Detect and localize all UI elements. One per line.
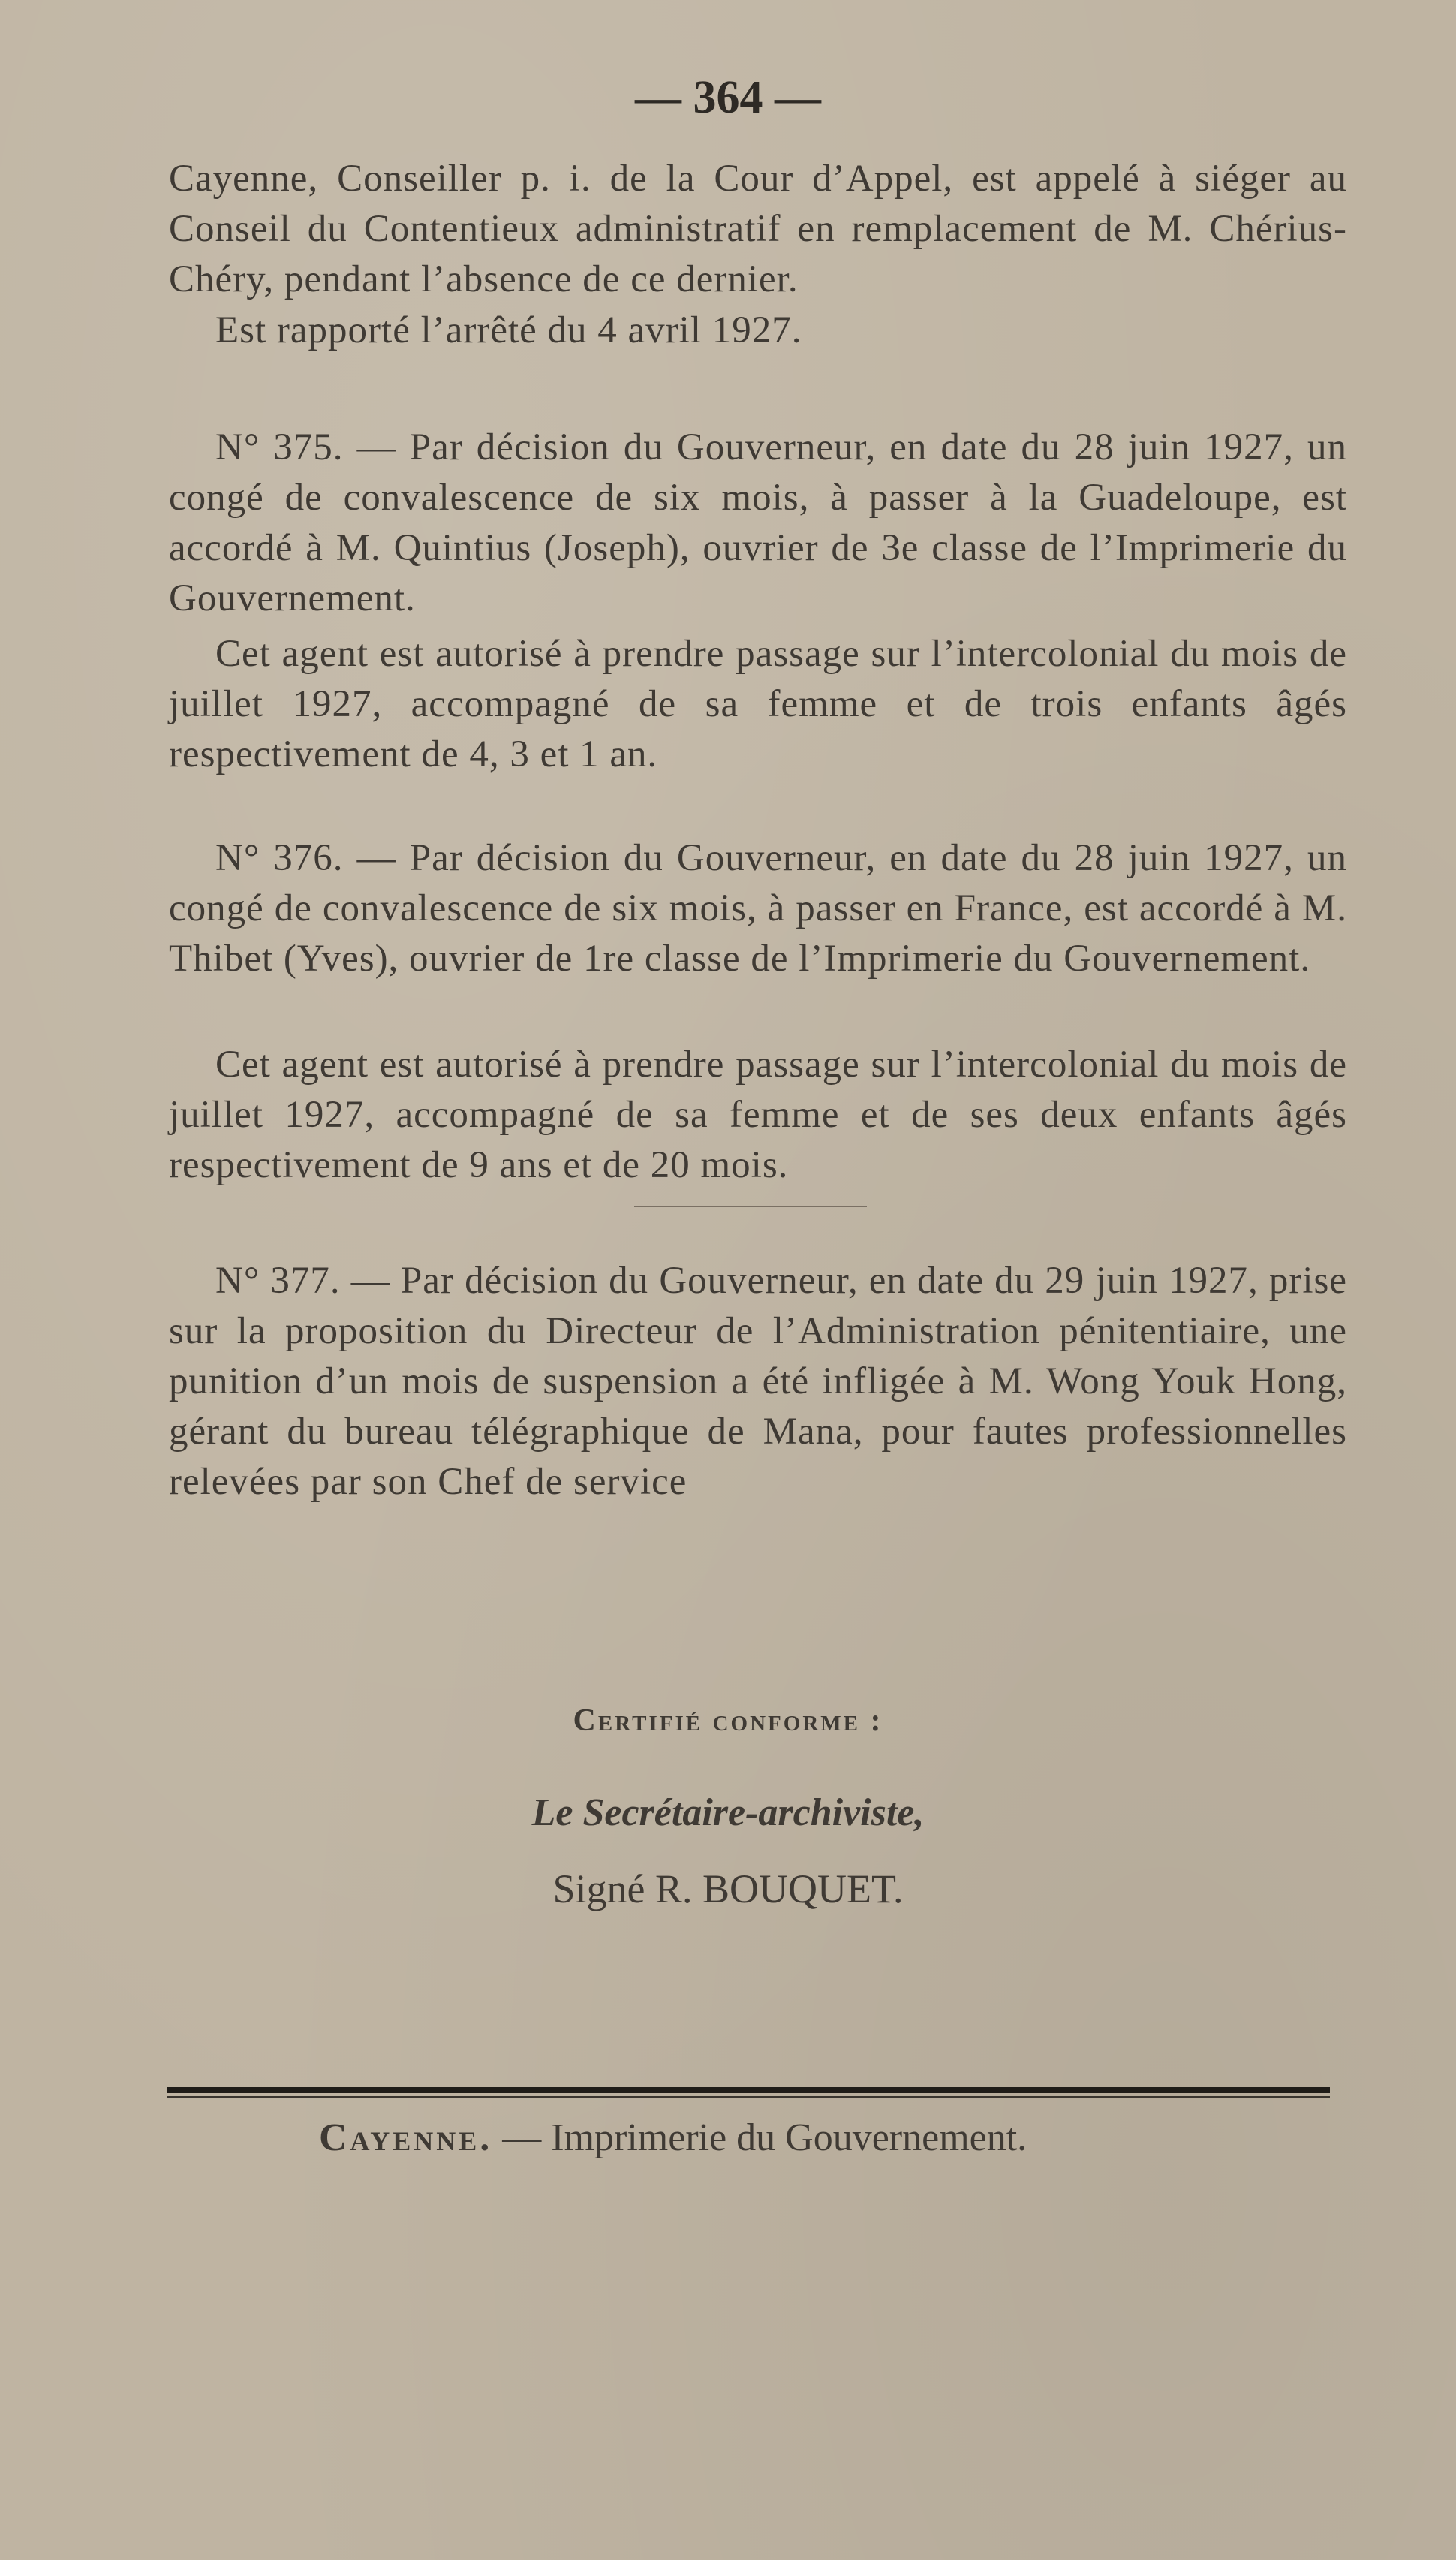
certification-title: Certifié conforme : <box>573 1703 883 1738</box>
intro-rapport: Est rapporté l’arrêté du 4 avril 1927. <box>215 309 802 351</box>
footer-rule-thin <box>167 2096 1330 2098</box>
printer-footer <box>319 2116 1027 2160</box>
decision-377: N° 377. — Par décision du Gouverneur, en date du 29 juin 1927, prise sur la proposition du Directeur de l’Administration pénitentiaire, une punition d’un mois de suspension a été infligée à M. Wong Youk Hong, gérant du bureau télégraphique de Mana, pour fautes professionnelles relevées par son Chef de service <box>169 1260 1347 1503</box>
footer-rule <box>167 2087 1330 2093</box>
certification-signature: Signé R. BOUQUET. <box>552 1866 904 1911</box>
separator-line <box>634 1206 867 1207</box>
certification-role: Le Secrétaire-archiviste, <box>531 1791 925 1834</box>
decision-376-passage: Cet agent est autorisé à prendre passage sur l’intercolonial du mois de juillet 1927, accompagné de sa femme et de ses deux enfants âgés respectivement de 9 ans et de 20 mois. <box>169 1044 1347 1186</box>
intro-paragraph: Cayenne, Conseiller p. i. de la Cour d’Appel, est appelé à siéger au Conseil du Contentieux administratif en remplacement de M. Chérius-Chéry, pendant l’absence de ce dernier. <box>169 158 1347 300</box>
footer-city: Cayenne. <box>319 2116 493 2159</box>
decision-375-passage: Cet agent est autorisé à prendre passage sur l’intercolonial du mois de juillet 1927, accompagné de sa femme et de trois enfants âgés respectivement de 4, 3 et 1 an. <box>169 633 1347 776</box>
decision-376: N° 376. — Par décision du Gouverneur, en date du 28 juin 1927, un congé de convalescence de six mois, à passer en France, est accordé à M. Thibet (Yves), ouvrier de 1re classe de l’Imprimerie du Gouvernement. <box>169 837 1347 980</box>
footer-printer: — Imprimerie du Gouvernement. <box>502 2116 1027 2159</box>
page-number: — 364 — <box>635 72 821 123</box>
decision-375: N° 375. — Par décision du Gouverneur, en date du 28 juin 1927, un congé de convalescence de six mois, à passer à la Guadeloupe, est accordé à M. Quintius (Joseph), ouvrier de 3e classe de l’Imprimerie du Gouvernement. <box>169 426 1347 619</box>
